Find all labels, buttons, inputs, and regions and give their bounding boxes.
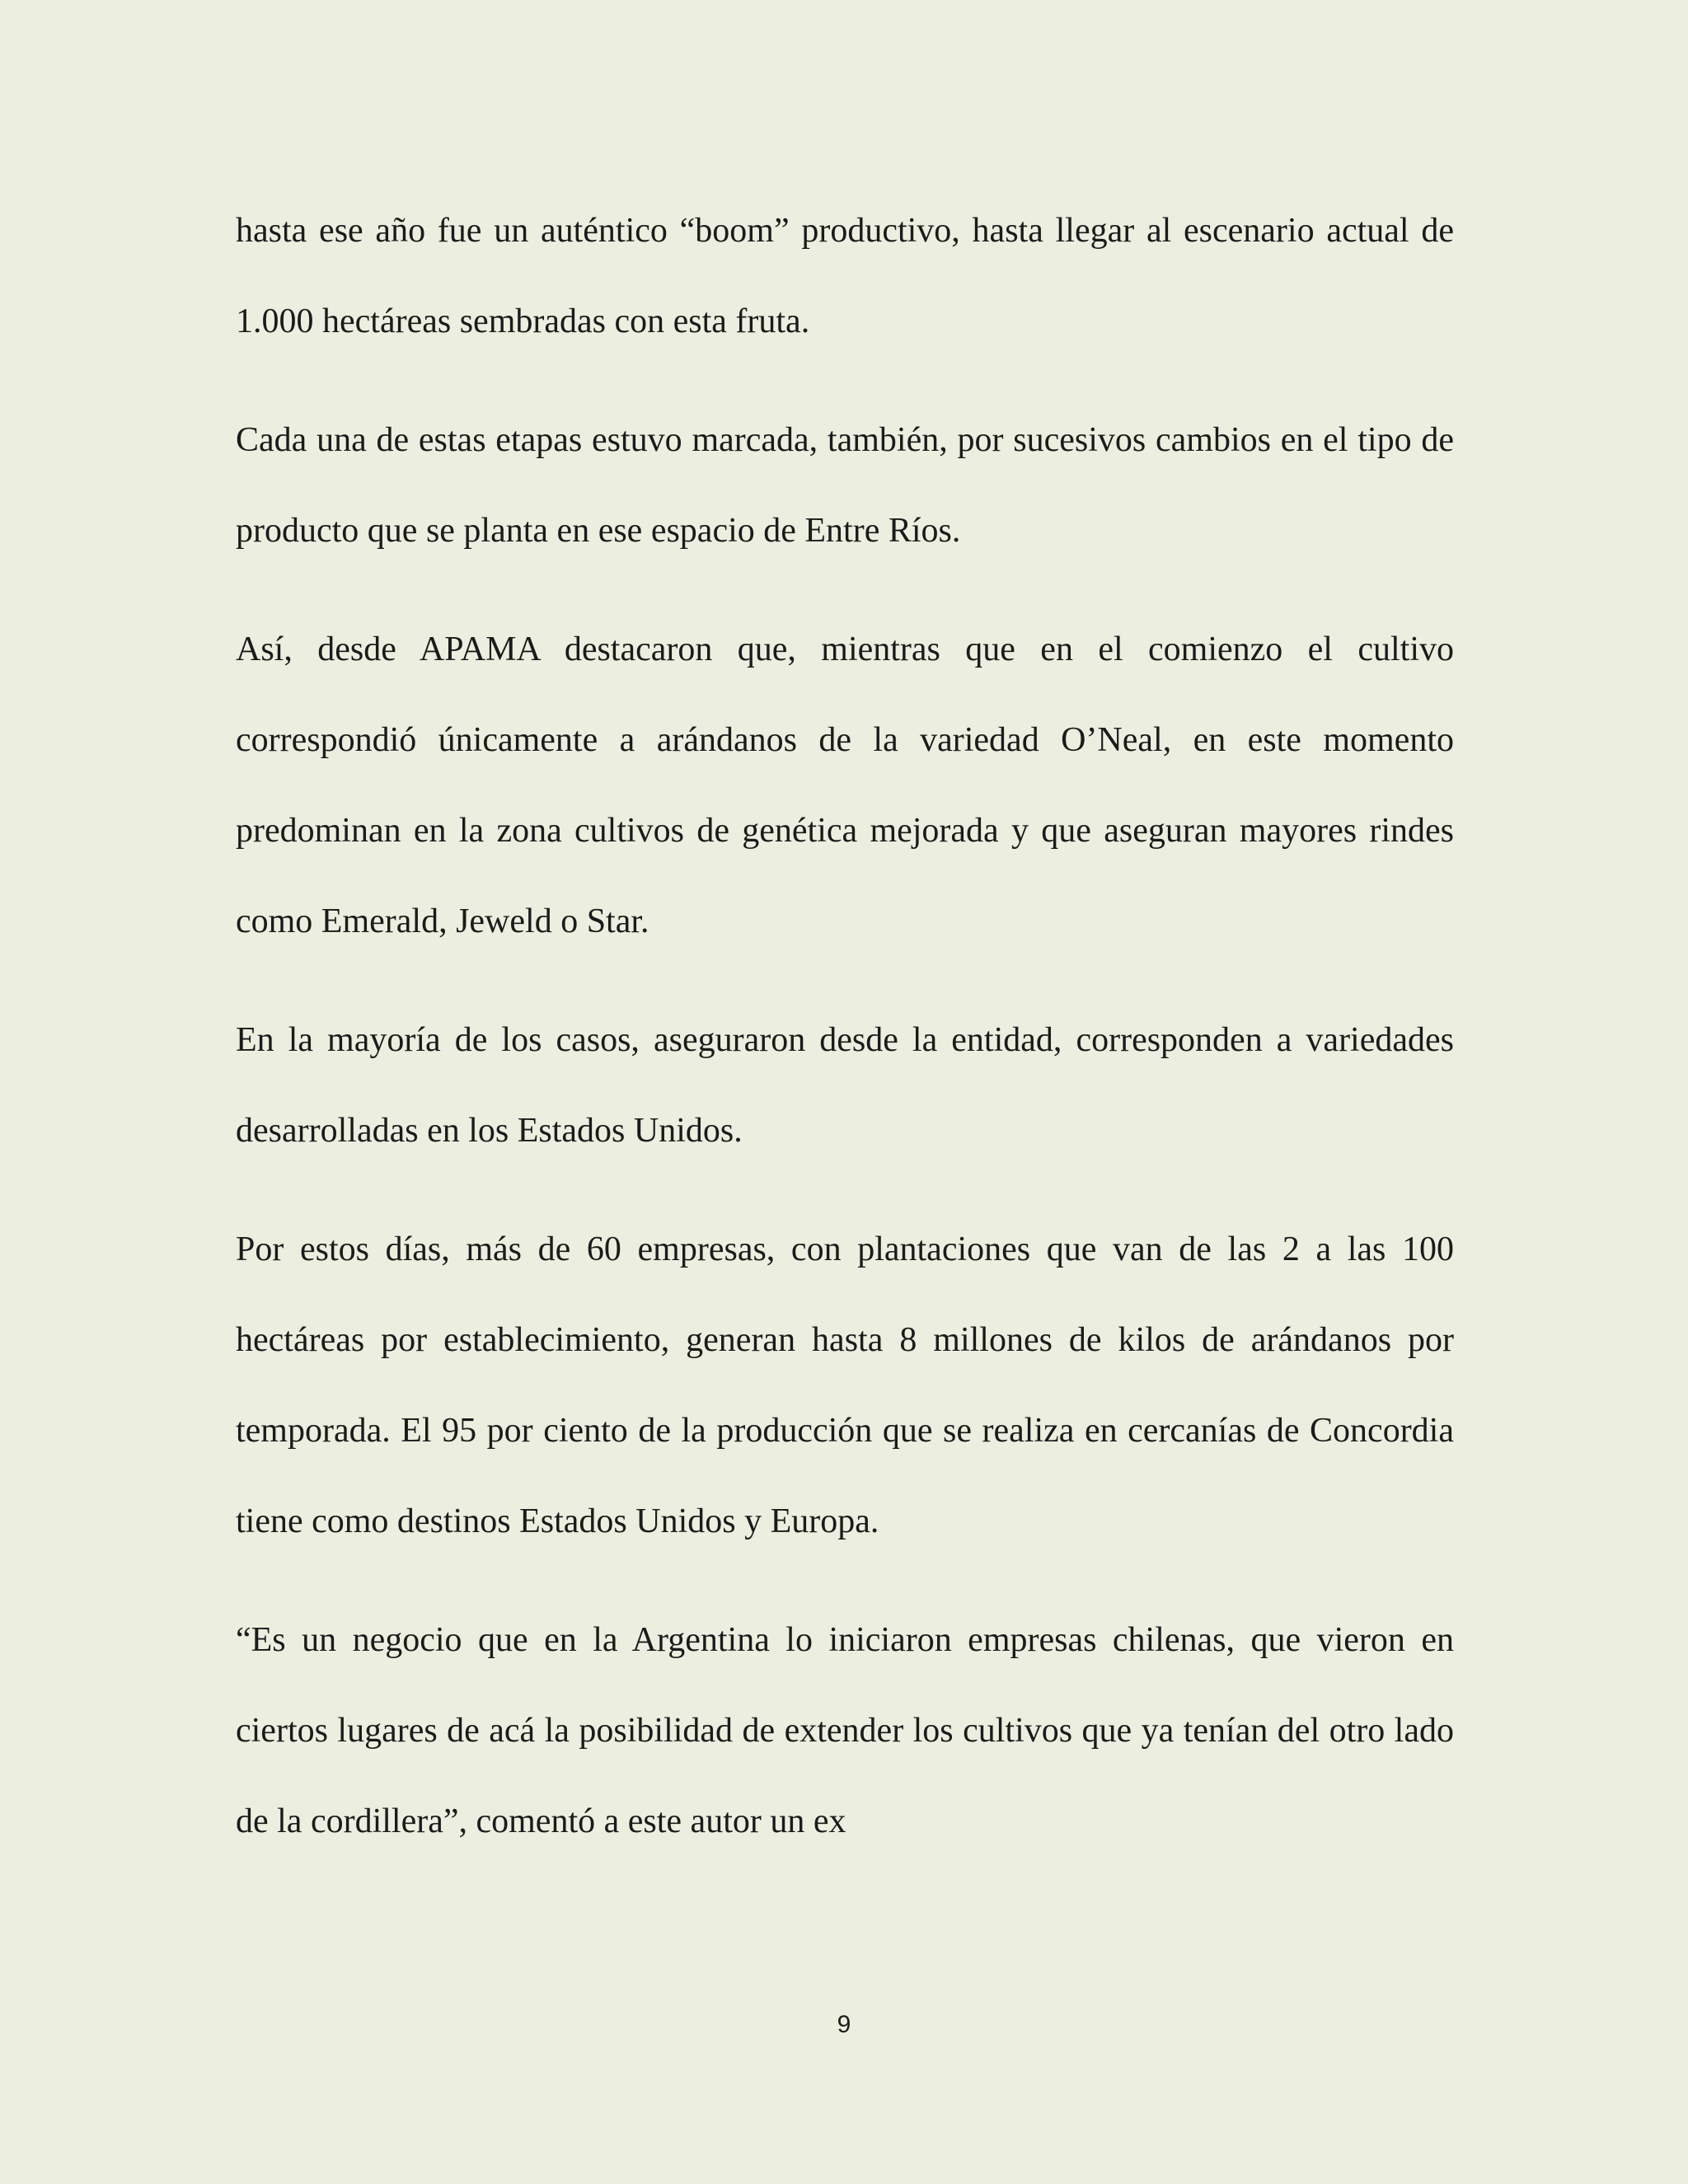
body-text [236, 185, 1454, 1895]
paragraph-1: hasta ese año fue un auténtico “boom” productivo, hasta llegar al escenario actual de 1.000 hectáreas sembradas con esta fruta. [236, 212, 1454, 340]
paragraph-5: Por estos días, más de 60 empresas, con plantaciones que van de las 2 a las 100 hectáreas por establecimiento, generan hasta 8 millones de kilos de arándanos por temporada. El 95 por ciento de la producción que se realiza en cercanías de Concordia tiene como destinos Estados Unidos y Europa. [236, 1230, 1454, 1540]
page-number: 9 [837, 2011, 851, 2038]
paragraph-2: Cada una de estas etapas estuvo marcada, también, por sucesivos cambios en el tipo de producto que se planta en ese espacio de Entre Ríos. [236, 421, 1454, 550]
paragraph-4: En la mayoría de los casos, aseguraron desde la entidad, corresponden a variedades desarrolladas en los Estados Unidos. [236, 1021, 1454, 1150]
paragraph-6: “Es un negocio que en la Argentina lo iniciaron empresas chilenas, que vieron en ciertos lugares de acá la posibilidad de extender los cultivos que ya tenían del otro lado de la cordillera”, comentó a este autor un ex [236, 1621, 1454, 1840]
paragraph-3: Así, desde APAMA destacaron que, mientras que en el comienzo el cultivo correspondió únicamente a arándanos de la variedad O’Neal, en este momento predominan en la zona cultivos de genética mejorada y que aseguran mayores rindes como Emerald, Jeweld o Star. [236, 630, 1454, 940]
